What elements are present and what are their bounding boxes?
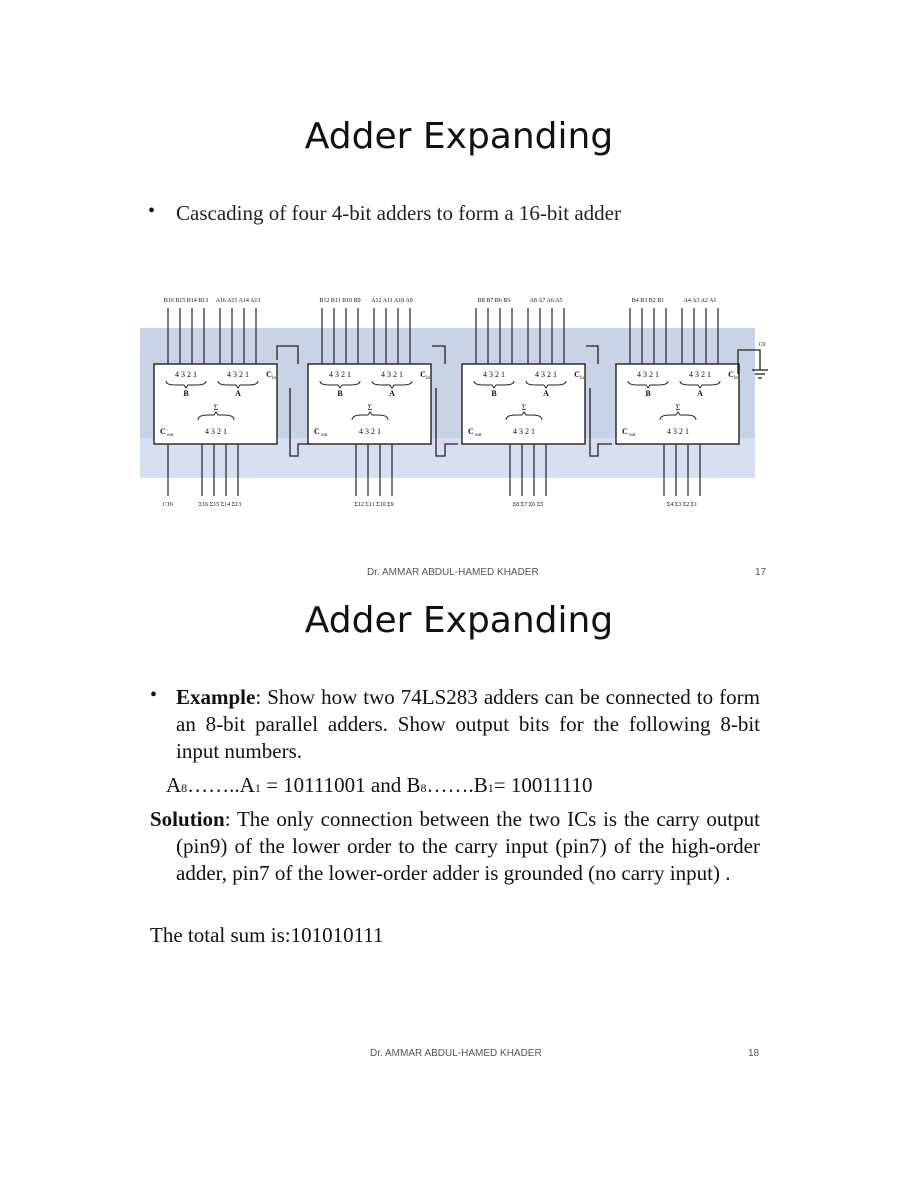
solution-text: : The only connection between the two ICs is the carry output (pin9) of the lower order to the carry input (pin7) of the high-order adder, pin7 of the lower-order adder is grounded (no carry input) .	[176, 807, 760, 885]
cin-sub: in	[580, 376, 584, 381]
cin-sub: in	[426, 376, 430, 381]
slide-18-page-number: 18	[748, 1048, 760, 1059]
a-inputs-label: A12 A11 A10 A9	[371, 298, 413, 304]
cout-sub: out	[167, 433, 174, 438]
cin-label: C	[266, 370, 272, 379]
b-inputs-label: B4 B3 B2 B1	[631, 298, 665, 304]
sum-pin-labels: 4 3 2 1	[205, 427, 227, 436]
b-pin-labels: 4 3 2 1	[483, 370, 505, 379]
input-a-mid: ……..A	[187, 773, 255, 797]
cout-label: C	[314, 427, 320, 436]
a-pin-labels: 4 3 2 1	[689, 370, 711, 379]
a-pin-labels: 4 3 2 1	[535, 370, 557, 379]
a-label: A	[389, 389, 395, 398]
input-b-sub2: 1	[487, 781, 494, 795]
b-label: B	[645, 389, 651, 398]
b-pin-labels: 4 3 2 1	[175, 370, 197, 379]
cout-sub: out	[629, 433, 636, 438]
b-label: B	[337, 389, 343, 398]
sum-pin-labels: 4 3 2 1	[513, 427, 535, 436]
a-inputs-label: A8 A7 A6 A5	[529, 298, 563, 304]
slide-17-footer-author: Dr. AMMAR ABDUL-HAMED KHADER	[367, 567, 539, 578]
cascaded-adder-diagram	[140, 288, 775, 510]
b-pin-labels: 4 3 2 1	[329, 370, 351, 379]
input-b-mid: …….B	[426, 773, 488, 797]
sigma-label: Σ	[213, 403, 219, 412]
cin-label: C	[420, 370, 426, 379]
cin-label: C	[728, 370, 734, 379]
input-numbers-line	[166, 773, 593, 798]
sum-outputs-label: Σ4 Σ3 Σ2 Σ1	[666, 502, 698, 508]
cout-label: C	[468, 427, 474, 436]
solution-paragraph	[150, 806, 760, 887]
sum-outputs-label: Σ8 Σ7 Σ6 Σ5	[512, 502, 544, 508]
b-label: B	[183, 389, 189, 398]
a-pin-labels: 4 3 2 1	[227, 370, 249, 379]
slide-18-title: Adder Expanding	[304, 600, 614, 641]
slide-18-footer-author: Dr. AMMAR ABDUL-HAMED KHADER	[370, 1048, 542, 1059]
slide-17-page-number: 17	[755, 567, 767, 578]
b-inputs-label: B12 B11 B10 B9	[319, 298, 361, 304]
cin-sub: in	[272, 376, 276, 381]
bullet-icon: •	[148, 200, 156, 222]
sum-pin-labels: 4 3 2 1	[667, 427, 689, 436]
slide-17-title: Adder Expanding	[304, 116, 614, 157]
sigma-label: Σ	[367, 403, 373, 412]
c16-label: C16	[162, 502, 174, 508]
solution-label: Solution	[150, 807, 225, 831]
cout-label: C	[622, 427, 628, 436]
a-label: A	[235, 389, 241, 398]
b-inputs-label: B16 B15 B14 B13	[163, 298, 209, 304]
input-b-sub1: 8	[420, 781, 427, 795]
cin-sub: in	[734, 376, 738, 381]
sum-outputs-label: Σ12 Σ11 Σ10 Σ9	[354, 502, 394, 508]
sigma-label: Σ	[675, 403, 681, 412]
bullet-icon: •	[150, 684, 158, 706]
input-a-sub2: 1	[254, 781, 261, 795]
cout-sub: out	[475, 433, 482, 438]
b-label: B	[491, 389, 497, 398]
a-inputs-label: A16 A15 A14 A13	[215, 298, 261, 304]
sum-pin-labels: 4 3 2 1	[359, 427, 381, 436]
c0-label: C0	[758, 342, 766, 348]
cin-label: C	[574, 370, 580, 379]
a-pin-labels: 4 3 2 1	[381, 370, 403, 379]
slide-17-bullet: Cascading of four 4-bit adders to form a 16-bit adder	[176, 201, 621, 225]
example-text: : Show how two 74LS283 adders can be connected to form an 8-bit parallel adders. Show output bits for the following 8-bit input numbers.	[176, 685, 760, 763]
input-a-value: = 10111001 and B	[260, 773, 421, 797]
input-b-value: = 10011110	[493, 773, 593, 797]
example-paragraph	[176, 684, 760, 765]
a-label: A	[697, 389, 703, 398]
total-sum: The total sum is:101010111	[150, 923, 384, 947]
b-inputs-label: B8 B7 B6 B5	[477, 298, 511, 304]
a-label: A	[543, 389, 549, 398]
example-label: Example	[176, 685, 256, 709]
cout-label: C	[160, 427, 166, 436]
b-pin-labels: 4 3 2 1	[637, 370, 659, 379]
a-inputs-label: A4 A3 A2 A1	[683, 298, 717, 304]
cout-sub: out	[321, 433, 328, 438]
input-a-prefix: A	[166, 773, 182, 797]
input-a-sub1: 8	[181, 781, 188, 795]
sum-outputs-label: Σ16 Σ15 Σ14 Σ13	[198, 502, 242, 508]
sigma-label: Σ	[521, 403, 527, 412]
